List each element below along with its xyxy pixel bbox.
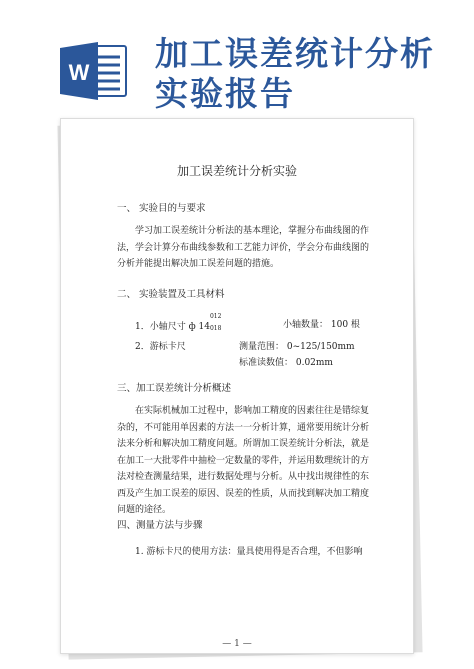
shaft-quantity: 小轴数量： 100 根	[283, 320, 360, 330]
logo-letter: W	[68, 60, 90, 85]
page-number: — 1 —	[222, 639, 252, 649]
section2-heading: 二、 实验装置及工具材料	[117, 289, 225, 300]
caliper-reading: 标准读数值： 0.02mm	[239, 358, 333, 368]
page-header	[0, 0, 474, 115]
header-title-line1: 加工误差统计分析	[155, 34, 435, 73]
word-logo-icon	[58, 40, 128, 102]
section3-heading: 三、加工误差统计分析概述	[117, 383, 232, 394]
paragraph-line: 在实际机械加工过程中，影响加工精度的因素往往是错综复	[135, 406, 370, 416]
paragraph-line: 在加工一大批零件中抽检一定数量的零件，并运用数理统计的方	[117, 455, 370, 466]
header-title-line2: 实验报告	[155, 74, 295, 113]
tolerance-upper: 012	[209, 313, 222, 320]
paragraph-line: 法来分析和解决加工精度问题。所谓加工误差统计分析法，就是	[117, 439, 370, 449]
paragraph-line: 法，学会计算分布曲线参数和工艺能力评价，学会分布曲线图的	[117, 242, 370, 253]
tolerance-lower: 018	[209, 325, 222, 332]
paragraph-line: 问题的途径。	[117, 505, 172, 515]
section3-paragraph	[117, 403, 382, 519]
document-page	[60, 118, 414, 654]
paragraph-line: 杂的，不可能用单因素的方法一一分析计算，通常要用统计分析	[117, 422, 370, 433]
paragraph-line: 分析并能提出解决加工误差问题的措施。	[117, 259, 280, 269]
header-title	[155, 34, 435, 114]
section4-item1: 1. 游标卡尺的使用方法：量具使用得是否合理，不但影响	[135, 547, 363, 557]
document-preview	[60, 118, 418, 658]
caliper-range: 测量范围： 0~125/150mm	[239, 342, 355, 352]
tolerance	[209, 313, 232, 332]
item-caliper: 2．游标卡尺	[135, 342, 186, 352]
item-shaft-size	[135, 313, 232, 335]
section4-heading: 四、测量方法与步骤	[117, 520, 203, 531]
document-title: 加工误差统计分析实验	[176, 164, 297, 178]
section1-heading: 一、 实验目的与要求	[117, 203, 206, 214]
paragraph-line: 西及产生加工误差的原因、误差的性质，从而找到解决加工精度	[117, 488, 370, 499]
paragraph-line: 学习加工误差统计分析法的基本理论，掌握分布曲线图的作	[135, 226, 370, 236]
paragraph-line: 法对检查测量结果，进行数据处理与分析。从中找出规律性的东	[117, 472, 370, 482]
section1-paragraph	[117, 223, 382, 273]
shaft-size-label: 1．小轴尺寸 ф 14	[135, 322, 210, 332]
